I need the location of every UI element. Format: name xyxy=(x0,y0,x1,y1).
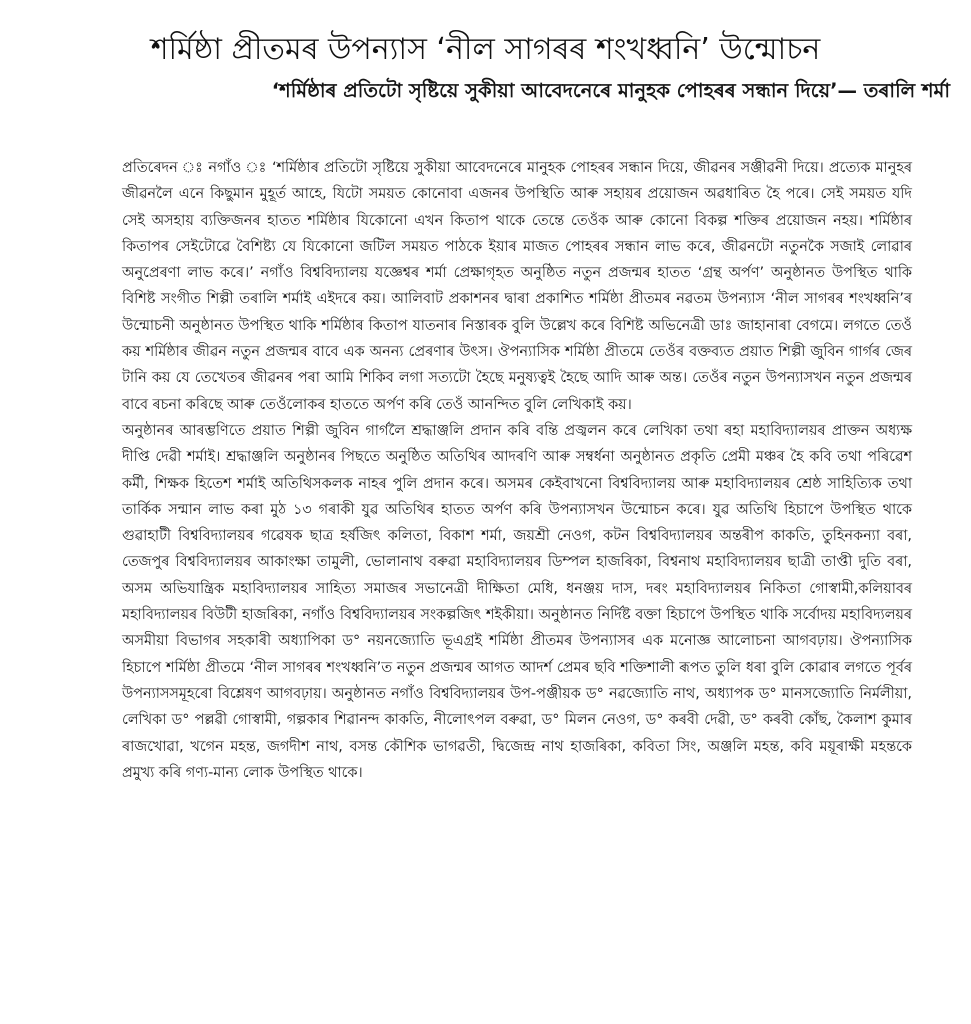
article-headline: শৰ্মিষ্ঠা প্ৰীতমৰ উপন্যাস ‘নীল সাগৰৰ শংখধ্বনি’ উন্মোচন xyxy=(150,32,821,67)
article-paragraph: প্ৰতিৰেদন ঃ নগাঁও ঃ ‘শৰ্মিষ্ঠাৰ প্ৰতিটো সৃষ্টিয়ে সুকীয়া আবেদনেৰে মানুহক পোহৰৰ সন্ধান দিয়ে, জীৱনৰ সঞ্জীৱনী দিয়ে। প্ৰত্যেক মানুহৰ জীৱনলৈ এনে কিছুমান মুহূৰ্ত আহে, যিটো সময়ত কোনোবা এজনৰ উপস্থিতি আৰু সহায়ৰ প্ৰয়োজন অৱধাৰিত হৈ পৰে। সেই সময়ত যদি সেই অসহায় ব্যক্তিজনৰ হাতত শৰ্মিষ্ঠাৰ যিকোনো এখন কিতাপ থাকে তেন্তে তেওঁক আৰু কোনো বিকল্প শক্তিৰ প্ৰয়োজন নহয়। শৰ্মিষ্ঠাৰ কিতাপৰ সেইটোৱে বৈশিষ্ট্য যে যিকোনো জটিল সময়ত পাঠকে ইয়াৰ মাজত পোহৰৰ সন্ধান লাভ কৰে, জীৱনটো নতুনকৈ সজাই লোৱাৰ অনুপ্ৰেৰণা লাভ কৰে।’ নগাঁও বিশ্ববিদ্যালয় যজ্ঞেশ্বৰ শৰ্মা প্ৰেক্ষাগৃহত অনুষ্ঠিত নতুন প্ৰজন্মৰ হাতত ‘গ্ৰন্থ অৰ্পণ’ অনুষ্ঠানত উপস্থিত থাকি বিশিষ্ট সংগীত শিল্পী তৰালি শৰ্মাই এইদৰে কয়। আলিবাট প্ৰকাশনৰ দ্বাৰা প্ৰকাশিত শৰ্মিষ্ঠা প্ৰীতমৰ নৱতম উপন্যাস ‘নীল সাগৰৰ শংখধ্বনি’ৰ উন্মোচনী অনুষ্ঠানত উপস্থিত থাকি শৰ্মিষ্ঠাৰ কিতাপ যাতনাৰ নিস্তাৰক বুলি উল্লেখ কৰে বিশিষ্ট অভিনেত্ৰী ডাঃ জাহানাৰা বেগমে। লগতে তেওঁ কয় শৰ্মিষ্ঠাৰ জীৱন নতুন প্ৰজন্মৰ বাবে এক অনন্য প্ৰেৰণাৰ উৎস। ঔপন্যাসিক শৰ্মিষ্ঠা প্ৰীতমে তেওঁৰ বক্তব্যত প্ৰয়াত শিল্পী জুবিন গাৰ্গৰ জেৰ টানি কয় যে তেখেতৰ জীৱনৰ পৰা আমি শিকিব লগা সত্যটো হৈছে মনুষ্যত্বই হৈছে আদি আৰু অন্ত। তেওঁৰ নতুন উপন্যাসখন নতুন প্ৰজন্মৰ বাবে ৰচনা কৰিছে আৰু তেওঁলোকৰ হাততে অৰ্পণ কৰি তেওঁ আনন্দিত বুলি লেখিকাই কয়। xyxy=(122,160,912,413)
article-paragraph: অনুষ্ঠানৰ আৰম্ভণিতে প্ৰয়াত শিল্পী জুবিন গাৰ্গলৈ শ্ৰদ্ধাঞ্জলি প্ৰদান কৰি বন্তি প্ৰজ্বলন কৰে লেখিকা তথা ৰহা মহাবিদ্যালয়ৰ প্ৰাক্তন অধ্যক্ষ দীপ্তি দেৱী শৰ্মাই। শ্ৰদ্ধাঞ্জলি অনুষ্ঠানৰ পিছতে অনুষ্ঠিত অতিথিৰ আদৰণি আৰু সম্বৰ্ধনা অনুষ্ঠানত প্ৰকৃতি প্ৰেমী মঞ্চৰ হৈ কবি তথা পৰিৱেশ কৰ্মী, শিক্ষক হিতেশ শৰ্মাই অতিথিসকলক নাহৰ পুলি প্ৰদান কৰে। অসমৰ কেইবাখনো বিশ্ববিদ্যালয় আৰু মহাবিদ্যালয়ৰ শ্ৰেষ্ঠ সাহিত্যিক তথা তাৰ্কিক সন্মান লাভ কৰা মুঠ ১৩ গৰাকী যুৱ অতিথিৰ হাতত অৰ্পণ কৰি উপন্যাসখন উন্মোচন কৰে। যুৱ অতিথি হিচাপে উপস্থিত থাকে গুৱাহাটী বিশ্ববিদ্যালয়ৰ গৱেষক ছাত্ৰ হৰ্ষজিৎ কলিতা, বিকাশ শৰ্মা, জয়শ্ৰী নেওগ, কটন বিশ্ববিদ্যালয়ৰ অন্তৰীপ কাকতি, তুহিনকন্যা বৰা, তেজপুৰ বিশ্ববিদ্যালয়ৰ আকাংক্ষা তামুলী, ভোলানাথ বৰুৱা মহাবিদ্যালয়ৰ ডিম্পল হাজৰিকা, বিশ্বনাথ মহাবিদ্যালয়ৰ ছাত্ৰী তাপ্তী দুতি বৰা, অসম অভিযান্ত্ৰিক মহাবিদ্যালয়ৰ সাহিত্য সমাজৰ সভানেত্ৰী দীক্ষিতা মেধি, ধনঞ্জয় দাস, দৰং মহাবিদ্যালয়ৰ নিকিতা গোস্বামী,কলিয়াবৰ মহাবিদ্যালয়ৰ বিউটী হাজৰিকা, নগাঁও বিশ্ববিদ্যালয়ৰ সংকল্পজিৎ শইকীয়া। অনুষ্ঠানত নিৰ্দিষ্ট বক্তা হিচাপে উপস্থিত থাকি সৰ্বোদয় মহাবিদ্যলয়ৰ অসমীয়া বিভাগৰ সহকাৰী অধ্যাপিকা ড° নয়নজ্যোতি ভূএগ্ৰই শৰ্মিষ্ঠা প্ৰীতমৰ উপন্যাসৰ এক মনোজ্ঞ আলোচনা আগবঢ়ায়। ঔপন্যাসিক হিচাপে শৰ্মিষ্ঠা প্ৰীতমে ‘নীল সাগৰৰ শংখধ্বনি’ত নতুন প্ৰজন্মৰ আগত আদৰ্শ প্ৰেমৰ ছবি শক্তিশালী ৰূপত তুলি ধৰা বুলি কোৱাৰ লগতে পূৰ্বৰ উপন্যাসসমূহৰো বিশ্লেষণ আগবঢ়ায়। অনুষ্ঠানত নগাঁও বিশ্ববিদ্যালয়ৰ উপ-পঞ্জীয়ক ড° নৱজ্যোতি নাথ, অধ্যাপক ড° মানসজ্যোতি নিৰ্মলীয়া, লেখিকা ড° পল্লৱী গোস্বামী, গল্পকাৰ শিৱানন্দ কাকতি, নীলোৎপল বৰুৱা, ড° মিলন নেওগ, ড° কৰবী দেৱী, ড° কৰবী কোঁছ, কৈলাশ কুমাৰ ৰাজখোৱা, খগেন মহন্ত, জগদীশ নাথ, বসন্ত কৌশিক ভাগৱতী, দ্বিজেন্দ্ৰ নাথ হাজৰিকা, কবিতা সিং, অঞ্জলি মহন্ত, কবি ময়ূৰাক্ষী মহন্তকে প্ৰমুখ্য কৰি গণ্য-মান্য লোক উপস্থিত থাকে। xyxy=(122,422,912,781)
article-body xyxy=(122,155,912,786)
article-subheadline-quote: ‘শৰ্মিষ্ঠাৰ প্ৰতিটো সৃষ্টিয়ে সুকীয়া আবেদনেৰে মানুহক পোহৰৰ সন্ধান দিয়ে’— তৰালি শৰ্মা xyxy=(271,79,950,102)
